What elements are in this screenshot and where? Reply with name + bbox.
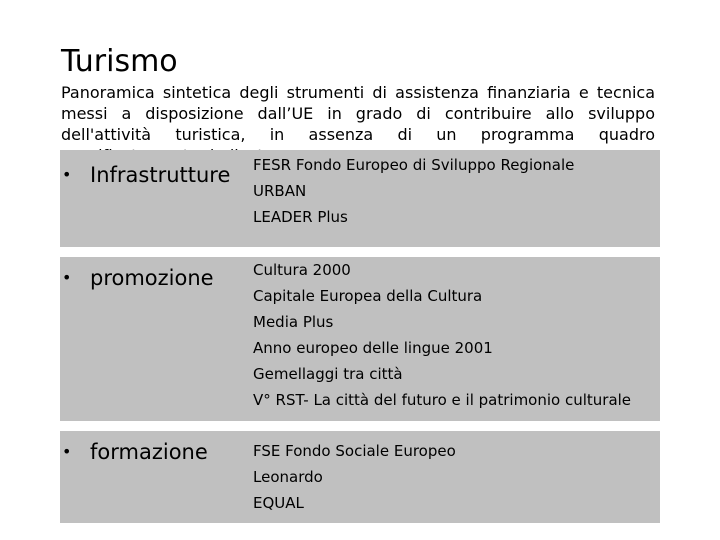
slide-title: Turismo [61, 44, 178, 79]
category-label [60, 160, 230, 190]
program-item: EQUAL [253, 494, 304, 512]
program-item: FSE Fondo Sociale Europeo [253, 442, 456, 460]
program-list [253, 152, 574, 230]
program-item: Media Plus [253, 313, 334, 331]
category-label [60, 263, 214, 293]
slide-intro-text: Panoramica sintetica degli strumenti di assistenza finanziaria e tecnica messi a disposizione dall’UE in grado di contribuire allo sviluppo dell'attività turistica, in assenza di un programma quadro [61, 83, 655, 144]
tourism-row-training [60, 431, 660, 523]
program-item: Cultura 2000 [253, 261, 351, 279]
tourism-row-promotion [60, 257, 660, 421]
program-item: Gemellaggi tra città [253, 365, 403, 383]
program-item: Anno europeo delle lingue 2001 [253, 339, 493, 357]
category-name: promozione [90, 266, 214, 290]
program-list [253, 438, 456, 516]
category-label [60, 437, 208, 467]
bullet-icon: • [62, 442, 72, 461]
program-item: V° RST- La città del futuro e il patrimonio culturale [253, 391, 632, 409]
program-item: Leonardo [253, 468, 323, 486]
bullet-icon: • [62, 268, 72, 287]
program-item: Capitale Europea della Cultura [253, 287, 483, 305]
category-name: Infrastrutture [90, 163, 231, 187]
tourism-row-infrastructure [60, 150, 660, 247]
category-name: formazione [90, 440, 208, 464]
program-item: FESR Fondo Europeo di Sviluppo Regionale [253, 156, 575, 174]
program-item: LEADER Plus [253, 208, 348, 226]
bullet-icon: • [62, 165, 72, 184]
program-list [253, 257, 631, 413]
program-item: URBAN [253, 182, 307, 200]
